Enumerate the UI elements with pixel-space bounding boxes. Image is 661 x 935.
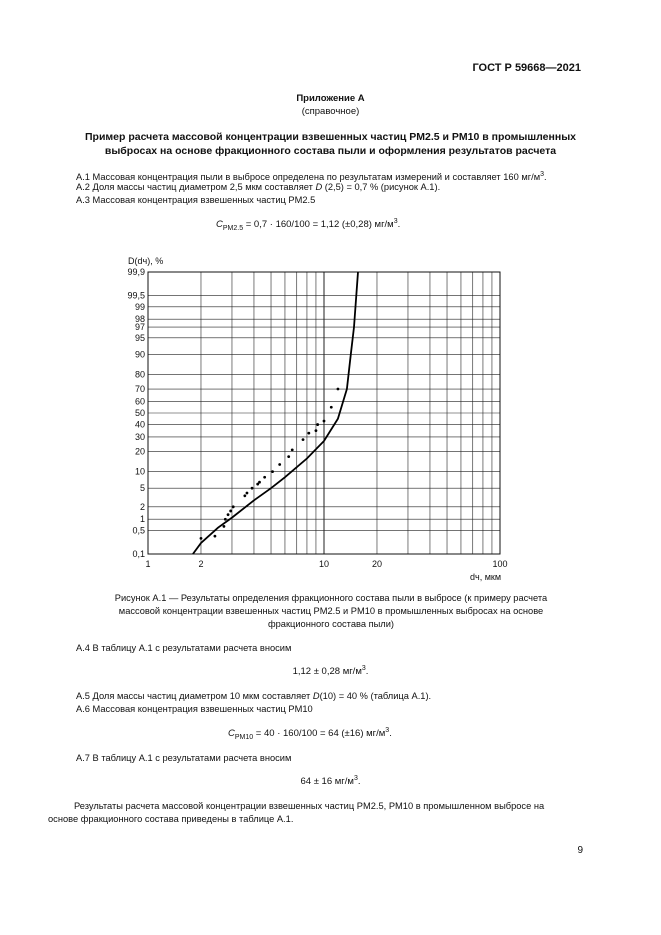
section-heading-line1: Пример расчета массовой концентрации взвешенных частиц PM2.5 и PM10 в промышленных: [84, 131, 577, 143]
data-point: [229, 510, 232, 513]
data-point: [223, 525, 226, 528]
y-tick-label: 99: [134, 301, 145, 312]
data-point: [200, 537, 203, 540]
y-tick-label: 1: [139, 514, 145, 525]
x-tick-label: 20: [371, 559, 382, 569]
data-point: [224, 518, 227, 521]
fraction-chart: [90, 250, 530, 585]
data-point: [258, 481, 261, 484]
y-tick-label: 95: [134, 332, 145, 343]
data-point: [316, 423, 319, 426]
y-tick-label: 60: [134, 396, 145, 407]
y-tick-label: 0,5: [132, 525, 145, 536]
data-point: [263, 476, 266, 479]
y-tick-label: 99,9: [127, 267, 145, 277]
paragraph-a3: А.3 Массовая концентрация взвешенных частиц PM2.5: [76, 195, 316, 205]
paragraph-a2: А.2 Доля массы частиц диаметром 2,5 мкм составляет D (2,5) = 0,7 % (рисунок А.1).: [76, 182, 441, 192]
y-tick-label: 90: [134, 349, 145, 360]
a7-value: 64 ± 16 $мг/м^3$.: [300, 775, 361, 788]
paragraph-a6: А.6 Массовая концентрация взвешенных частиц PM10: [76, 704, 313, 714]
x-tick-label: 1: [145, 559, 151, 569]
y-tick-label: 40: [134, 419, 145, 430]
data-point: [302, 438, 305, 441]
x-tick-label: 2: [198, 559, 204, 569]
y-tick-label: 98: [134, 314, 145, 325]
x-axis-label: dч, мкм: [470, 572, 502, 582]
formula-pm10: $C_{PM10} = 40 \cdot 160/100 = 64$ (±16) $мг/м^3$.: [228, 727, 392, 742]
y-tick-label: 10: [134, 466, 145, 477]
final-paragraph: Результаты расчета массовой концентрации взвешенных частиц PM2.5, PM10 в промышленном выбросе на основе фракционного состава приведены в таблице А.1.: [48, 801, 545, 824]
data-point: [291, 448, 294, 451]
data-point: [315, 429, 318, 432]
data-point: [251, 487, 254, 490]
y-tick-label: 20: [134, 446, 145, 457]
data-point: [227, 513, 230, 516]
section-heading-line2: выбросах на основе фракционного состава пыли и оформления результатов расчета: [104, 145, 557, 157]
formula-pm25: $C_{PM2.5} = 0,7 \cdot 160/100 = 1,12$ (±0,28) $мг/м^3$.: [216, 218, 401, 233]
data-point: [278, 463, 281, 466]
x-tick-label: 100: [492, 559, 508, 569]
appendix-subtitle: (справочное): [301, 106, 360, 117]
paragraph-a5: А.5 Доля массы частиц диаметром 10 мкм составляет D(10) = 40 % (таблица А.1).: [76, 691, 432, 701]
data-point: [287, 455, 290, 458]
data-point: [232, 505, 235, 508]
y-tick-label: 50: [134, 408, 145, 418]
x-tick-label: 10: [318, 559, 330, 569]
paragraph-a1: А.1 Массовая концентрация пыли в выбросе определена по результатам измерений и составляет 160 $мг/м^3$.: [76, 171, 547, 183]
data-point: [243, 494, 246, 497]
y-tick-label: 80: [134, 369, 145, 380]
appendix-title: Приложение А: [296, 93, 365, 104]
data-point: [323, 420, 326, 423]
y-tick-label: 30: [134, 431, 145, 442]
y-tick-label: 99,5: [127, 290, 145, 301]
y-tick-label: 70: [134, 384, 145, 395]
data-point: [214, 535, 217, 538]
y-axis-label: D(dч), %: [128, 256, 164, 266]
page-number: 9: [577, 845, 583, 856]
data-point: [307, 432, 310, 435]
paragraph-a7: А.7 В таблицу А.1 с результатами расчета вносим: [76, 753, 292, 763]
data-point: [271, 470, 274, 473]
y-tick-label: 97: [134, 322, 145, 333]
y-tick-label: 5: [139, 483, 145, 494]
paragraph-a4: А.4 В таблицу А.1 с результатами расчета вносим: [76, 643, 292, 653]
data-point: [246, 492, 249, 495]
a4-value: 1,12 ± 0,28 $мг/м^3$.: [292, 665, 369, 678]
standard-code: ГОСТ Р 59668—2021: [472, 62, 581, 74]
figure-caption: Рисунок А.1 — Результаты определения фракционного состава пыли в выбросе (к примеру расчета массовой концентрации взвешенных частиц PM2.5 и PM10 в промышленных выбросах на основе фракционного состава пыли): [114, 593, 548, 629]
data-point: [330, 406, 333, 409]
y-tick-label: 2: [139, 501, 145, 512]
y-tick-label: 0,1: [132, 549, 145, 559]
data-point: [337, 388, 340, 391]
